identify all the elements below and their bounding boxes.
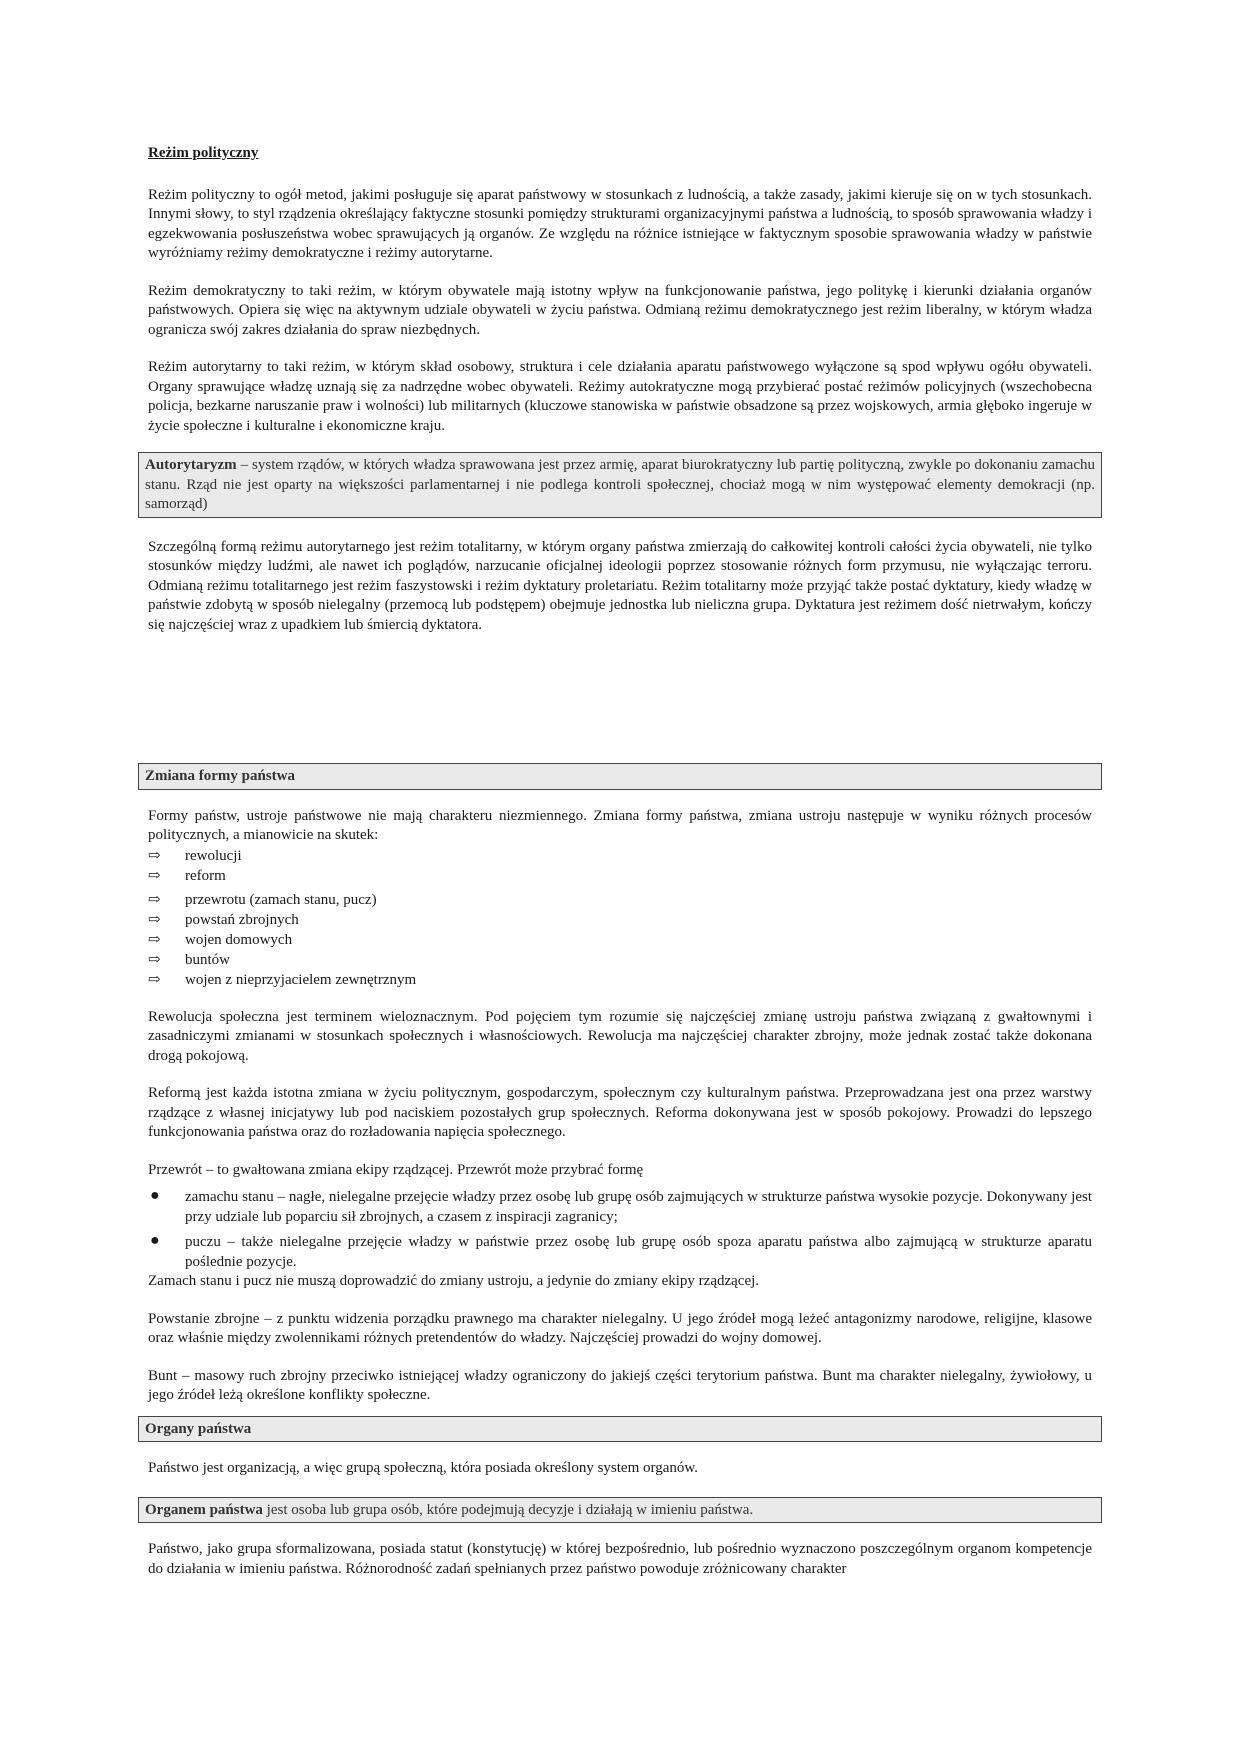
causes-list (148, 846, 1092, 990)
arrow-right-icon: ⇨ (148, 931, 161, 948)
paragraph-authoritarian-regime: Reżim autorytarny to taki reżim, w którym skład osobowy, struktura i cele działania aparatu państwowego wyłączone są spod wpływu ogółu obywateli. Organy sprawujące władzę uznają się za nadrzędne wobec obywateli. Reżimy autokratyczne mogą przybierać postać reżimów policyjnych (wszechobecna policja, bezkarne naruszanie praw i wolności) lub militarnych (kluczowe stanowiska w państwie obsadzone są przez wojskowych, armia głęboko ingeruje w życie społeczne i kulturalne i ekonomiczne kraju. (148, 359, 1092, 434)
list-item: ⇨ wojen domowych (148, 931, 293, 948)
arrow-right-icon: ⇨ (148, 867, 161, 884)
section-header-change-of-state-form: Zmiana formy państwa (138, 763, 1102, 790)
bullet-icon: ● (150, 1232, 160, 1249)
paragraph-state-organization: Państwo jest organizacją, a więc grupą społeczną, która posiada określony system organów. (148, 1460, 698, 1476)
list-item: ⇨ wojen z nieprzyjacielem zewnętrznym (148, 971, 417, 988)
paragraph-democratic-regime: Reżim demokratyczny to taki reżim, w którym obywatele mają istotny wpływ na funkcjonowanie państwa, jego politykę i kierunki działania organów państwowych. Opiera się więc na aktywnym udziale obywateli w życiu państwa. Odmianą reżimu demokratycznego jest reżim liberalny, w którym władza ogranicza swój zakres działania do spraw niezbędnych. (148, 282, 1092, 338)
section-header-state-organs: Organy państwa (138, 1416, 1102, 1443)
paragraph-regime-definition: Reżim polityczny to ogół metod, jakimi posługuje się aparat państwowy w stosunkach z ludnością, a także zasady, jakimi kieruje się on w tych stosunkach. Innymi słowy, to styl rządzenia określający faktyczne stosunki pomiędzy strukturami organizacyjnymi państwa a ludnością, to sposób sprawowania władzy i egzekwowania posłuszeństwa wobec sprawujących ją organów. Ze względu na różnice istniejące w faktycznym sposobie sprawowania władzy w państwie wyróżniamy reżimy demokratyczne i reżimy autorytarne. (148, 186, 1092, 261)
arrow-right-icon: ⇨ (148, 847, 161, 864)
paragraph-revolution: Rewolucja społeczna jest terminem wieloznacznym. Pod pojęciem tym rozumie się najczęściej zmianę ustroju państwa związaną z gwałtownymi i zasadniczymi zmianami w stosunkach społecznych i własnościowych. Rewolucja ma najczęściej charakter zbrojny, może jednak zostać także dokonana drogą pokojową. (148, 1008, 1092, 1064)
definition-text: jest osoba lub grupa osób, które podejmują decyzje i działają w imieniu państwa. (262, 1501, 754, 1518)
list-item: ⇨ przewrotu (zamach stanu, pucz) (148, 891, 377, 908)
paragraph-state-statute: Państwo, jako grupa sformalizowana, posiada statut (konstytucję) w której bezpośrednio, lub pośrednio wyznaczono poszczególnym organom kompetencje do działania w imieniu państwa. Różnorodność zadań spełnianych przez państwo powoduje zróżnicowany charakter (148, 1541, 1092, 1577)
paragraph-coup: Przewrót – to gwałtowana zmiana ekipy rządzącej. Przewrót może przybrać formę (148, 1161, 644, 1178)
definition-box-state-organ (138, 1497, 1102, 1524)
bullet-coup-detat: ● zamachu stanu – nagłe, nielegalne przejęcie władzy przez osobę lub grupę osób zajmujących w strukturze państwa wysokie pozycje. Dokonywany jest przy udziale lub poparciu sił zbrojnych, a czasem z inspiracji zagranicy; (150, 1187, 1092, 1225)
list-item: ⇨ rewolucji (148, 847, 242, 864)
arrow-right-icon: ⇨ (148, 891, 161, 908)
definition-box-authoritarianism (138, 452, 1102, 518)
list-item: ⇨ powstań zbrojnych (148, 911, 299, 928)
paragraph-totalitarian-regime: Szczególną formą reżimu autorytarnego jest reżim totalitarny, w którym organy państwa zmierzają do całkowitej kontroli całości życia obywateli, nie tylko stosunków między ludźmi, ale nawet ich poglądów, narzucanie oficjalnej ideologii poprzez stosowanie różnych form przymusu, nie wyłączając terroru. Odmianą reżimu totalitarnego jest reżim faszystowski i reżim dyktatury proletariatu. Reżim totalitarny może przyjąć także postać dyktatury, kiedy władzę w państwie zdobytą w sposób nielegalny (przemocą lub podstępem) obejmuje jednostka lub nieliczna grupa. Dyktatura jest reżimem dość nietrwałym, kończy się najczęściej wraz z upadkiem lub śmiercią dyktatora. (148, 538, 1092, 633)
paragraph-forms-of-state: Formy państw, ustroje państwowe nie mają charakteru niezmiennego. Zmiana formy państwa, zmiana ustroju następuje w wyniku różnych procesów politycznych, a mianowicie na skutek: (148, 807, 1092, 843)
list-item: ⇨ buntów (148, 951, 230, 968)
arrow-right-icon: ⇨ (148, 911, 161, 928)
paragraph-armed-uprising: Powstanie zbrojne – z punktu widzenia porządku prawnego ma charakter nielegalny. U jego źródeł mogą leżeć antagonizmy narodowe, religijne, klasowe oraz właśnie między zwolennikami różnych pretendentów do władzy. Najczęściej prowadzi do wojny domowej. (148, 1310, 1092, 1346)
paragraph-rebellion: Bunt – masowy ruch zbrojny przeciwko istniejącej władzy ograniczony do jakiejś części terytorium państwa. Bunt ma charakter nielegalny, żywiołowy, u jego źródeł leżą określone konflikty społeczne. (148, 1367, 1092, 1403)
definition-text: – system rządów, w których władza sprawowana jest przez armię, aparat biurokratyczny lub partię polityczną, zwykle po dokonaniu zamachu stanu. Rząd nie jest oparty na większości parlamentarnej i nie podlega kontroli społecznej, chociaż mogą w nim występować elementy demokracji (np. samorząd) (145, 457, 1095, 512)
definition-term: Organem państwa (145, 1501, 263, 1518)
bullet-icon: ● (150, 1187, 160, 1204)
paragraph-coup-note: Zamach stanu i pucz nie muszą doprowadzić do zmiany ustroju, a jedynie do zmiany ekipy rządzącej. (148, 1273, 760, 1289)
paragraph-reform: Reformą jest każda istotna zmiana w życiu politycznym, gospodarczym, społecznym czy kulturalnym państwa. Przeprowadzana jest ona przez warstwy rządzące z własnej inicjatywy lub pod naciskiem pozostałych grup społecznych. Reforma dokonywana jest w sposób pokojowy. Prowadzi do lepszego funkcjonowania państwa oraz do rozładowania napięcia społecznego. (148, 1085, 1092, 1140)
bullet-putsch: ● puczu – także nielegalne przejęcie władzy w państwie przez osobę lub grupę osób spoza aparatu państwa albo zajmującą w strukturze aparatu pośledniе pozycje. (150, 1232, 1092, 1270)
document-page (145, 144, 1095, 1579)
list-item: ⇨ reform (148, 867, 226, 884)
definition-term: Autorytaryzm (145, 457, 237, 473)
arrow-right-icon: ⇨ (148, 971, 161, 988)
arrow-right-icon: ⇨ (148, 951, 161, 968)
page-title: Reżim polityczny (148, 145, 259, 161)
